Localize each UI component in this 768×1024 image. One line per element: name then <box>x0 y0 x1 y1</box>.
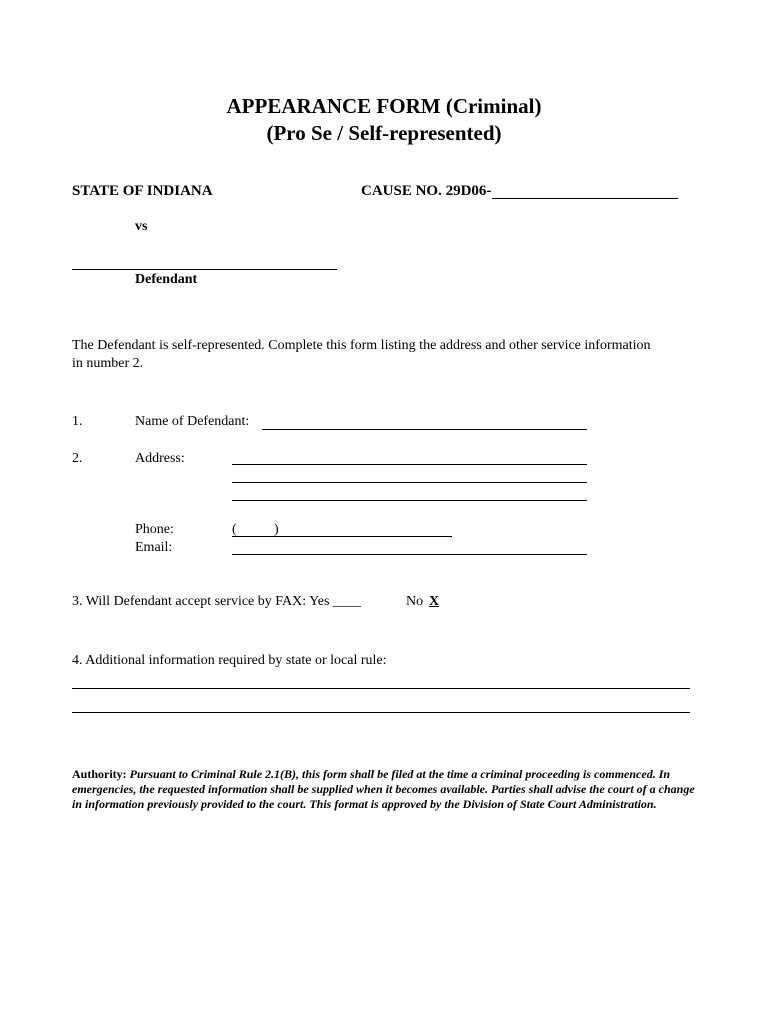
item-number-1: 1. <box>72 414 83 429</box>
name-of-defendant-label: Name of Defendant: <box>135 414 250 429</box>
vs-label: vs <box>135 219 148 234</box>
email-field[interactable] <box>232 554 587 555</box>
phone-field[interactable] <box>232 536 452 537</box>
authority-note <box>72 767 696 812</box>
intro-text-line1: The Defendant is self-represented. Complete this form listing the address and other service information <box>72 338 651 353</box>
state-label: STATE OF INDIANA <box>72 183 213 199</box>
intro-text-line2: in number 2. <box>72 356 144 371</box>
defendant-name-caption-field[interactable] <box>72 269 337 270</box>
defendant-label: Defendant <box>135 272 198 287</box>
phone-label: Phone: <box>135 522 174 537</box>
form-title: APPEARANCE FORM (Criminal) <box>226 94 542 118</box>
additional-info-line-2[interactable] <box>72 712 690 713</box>
address-line-3-field[interactable] <box>232 500 587 501</box>
phone-area-close: ) <box>274 522 279 537</box>
form-subtitle: (Pro Se / Self-represented) <box>266 121 502 145</box>
additional-info-line-1[interactable] <box>72 688 690 689</box>
phone-area-open: ( <box>232 522 237 537</box>
name-of-defendant-field[interactable] <box>262 429 587 430</box>
cause-number-label: CAUSE NO. 29D06- <box>361 183 492 199</box>
fax-question: 3. Will Defendant accept service by FAX: Yes ____ <box>72 594 361 609</box>
address-line-1-field[interactable] <box>232 464 587 465</box>
authority-text: Pursuant to Criminal Rule 2.1(B), this form shall be filed at the time a criminal proceeding is commenced. In emergencies, the requested information shall be supplied when it becomes available. Parties shall advise the court of a change in information previously provided to the court. This format is approved by the Division of State Court Administration. <box>72 767 695 811</box>
cause-number-field[interactable] <box>492 198 678 199</box>
additional-info-label: 4. Additional information required by state or local rule: <box>72 653 387 668</box>
item-number-2: 2. <box>72 451 83 466</box>
fax-no-mark[interactable]: X <box>429 594 440 609</box>
address-label: Address: <box>135 451 185 466</box>
authority-label: Authority: <box>72 767 130 781</box>
email-label: Email: <box>135 540 173 555</box>
fax-no-label: No <box>406 594 424 609</box>
address-line-2-field[interactable] <box>232 482 587 483</box>
